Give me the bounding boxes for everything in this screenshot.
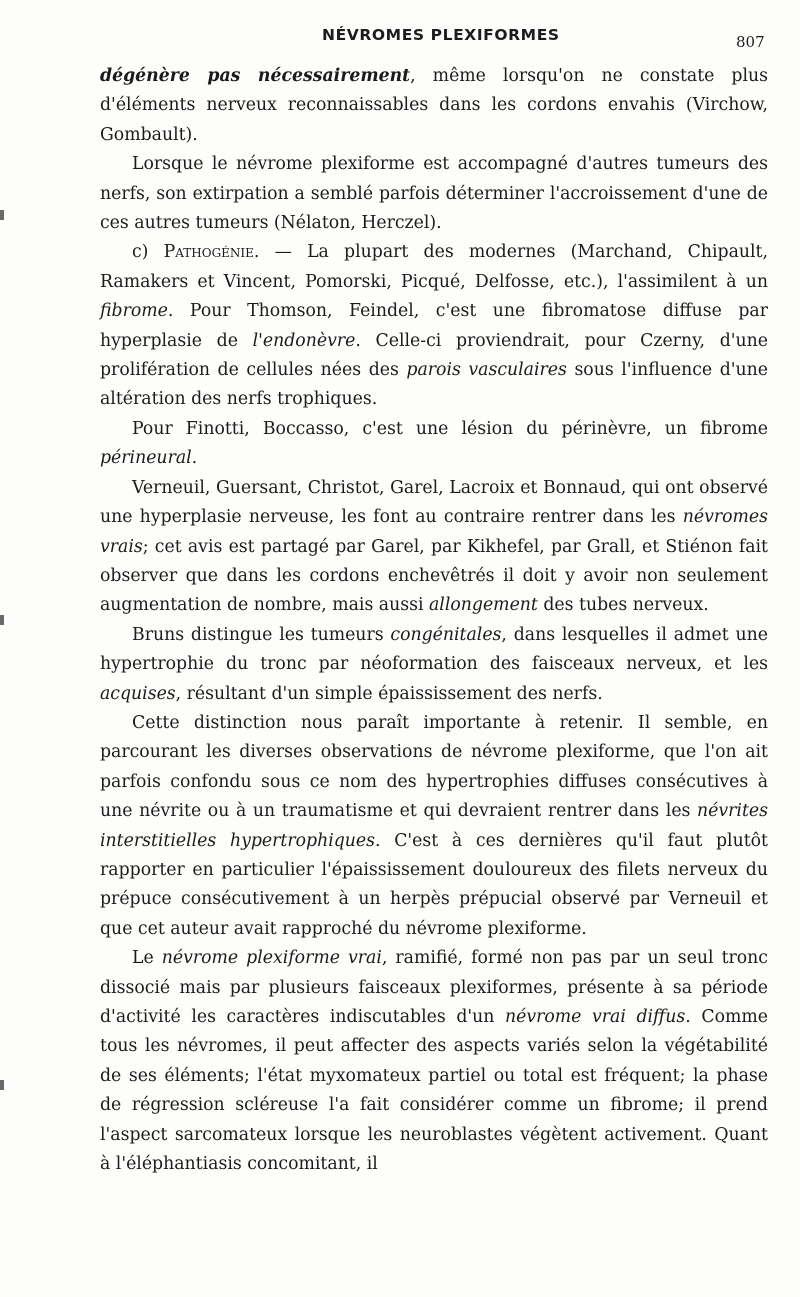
text-run: , dans lesquelles il admet une hypertrophie du tronc par néoformation des faisceaux nerveux, et les	[100, 624, 768, 675]
italic-text: fibrome	[100, 301, 168, 322]
text-run: . Pour Thomson, Feindel, c'est une fibromatose diffuse par hyperplasie de	[100, 301, 768, 351]
body-text	[100, 62, 768, 1179]
text-run: Bruns distingue les tumeurs	[132, 624, 391, 645]
italic-text: congénitales	[390, 624, 502, 645]
text-run: Pour Finotti, Boccasso, c'est une lésion du périnèvre, un fibrome	[132, 418, 768, 439]
text-run: Lorsque le névrome plexiforme est accompagné d'autres tumeurs des nerfs, son extirpation a semblé parfois déterminer l'accroissement d'une de ces autres tumeurs (Nélaton, Herczel).	[100, 154, 768, 234]
text-run: Le	[132, 948, 162, 969]
italic-text: névrome vrai diffus	[505, 1007, 686, 1027]
paragraph	[100, 474, 768, 621]
text-run: , résultant d'un simple épaississement des nerfs.	[175, 683, 603, 704]
text-run: , même lorsqu'on ne constate plus d'éléments nerveux reconnaissables dans les cordons envahis (Virchow, Gombault).	[100, 66, 768, 145]
paragraph	[100, 238, 768, 414]
text-run: sous l'influence d'une altération des nerfs trophiques.	[100, 360, 768, 410]
text-run: des tubes nerveux.	[537, 595, 709, 616]
text-run: c)	[132, 242, 164, 263]
text-run: . Comme tous les névromes, il peut affecter des aspects variés selon la végétabilité de ses éléments; l'état myxomateux partiel ou total est fréquent; la phase de régression scléreuse l'a fait considérer comme un fibrome; il prend l'aspect sarcomateux lorsque les neuroblastes végètent activement. Quant à l'éléphantiasis concomitant, il	[100, 1007, 768, 1175]
italic-text: acquises	[100, 683, 176, 704]
running-title: NÉVROMES PLEXIFORMES	[322, 26, 560, 44]
text-run: Verneuil, Guersant, Christot, Garel, Lacroix et Bonnaud, qui ont observé une hyperplasie nerveuse, les font au contraire rentrer dans les	[100, 477, 768, 528]
italic-text: névromes vrais	[100, 507, 768, 557]
text-run: . Celle-ci proviendrait, pour Czerny, d'une prolifération de cellules nées des	[100, 330, 769, 381]
text-run: , ramifié, formé non pas par un seul tronc dissocié mais par plusieurs faisceaux plexiformes, présente à sa période d'activité les caractères indiscutables d'un	[100, 948, 768, 1027]
text-run: Cette distinction nous paraît importante à retenir. Il semble, en parcourant les diverses observations de névrome plexiforme, que l'on ait parfois confondu sous ce nom des hypertrophies diffuses consécutives à une névrite ou à un traumatisme et qui devraient rentrer dans les	[100, 712, 768, 822]
margin-mark	[0, 615, 4, 625]
paragraph	[100, 415, 768, 474]
margin-mark	[0, 210, 4, 220]
bold-italic-text: dégénère pas nécessairement	[100, 66, 411, 86]
italic-text: périneural	[100, 448, 192, 469]
margin-mark	[0, 1080, 4, 1090]
page-header	[0, 26, 800, 56]
italic-text: névrome plexiforme vrai	[161, 948, 382, 969]
paragraph	[100, 944, 768, 1179]
text-run: .	[191, 448, 198, 469]
italic-text: allongement	[429, 595, 538, 616]
page-number: 807	[736, 33, 765, 51]
italic-text: l'endonèvre	[252, 330, 356, 351]
paragraph	[100, 709, 768, 944]
paragraph	[100, 621, 768, 709]
text-run: . — La plupart des modernes (Marchand, Chipault, Ramakers et Vincent, Pomorski, Picqué, Delfosse, etc.), l'assimilent à un	[100, 242, 768, 292]
section-heading: Pathogénie	[163, 242, 254, 263]
italic-text: névrites interstitielles hypertrophiques	[100, 801, 768, 851]
paragraph	[100, 62, 768, 150]
text-run: ; cet avis est partagé par Garel, par Kikhefel, par Grall, et Stiénon fait observer que dans les cordons enchevêtrés il doit y avoir non seulement augmentation de nombre, mais aussi	[100, 536, 768, 616]
text-run: . C'est à ces dernières qu'il faut plutôt rapporter en particulier l'épaississement douloureux des filets nerveux du prépuce consécutivement à un herpès prépucial observé par Verneuil et que cet auteur avait rapproché du névrome plexiforme.	[100, 830, 768, 939]
paragraph	[100, 150, 768, 238]
italic-text: parois vasculaires	[406, 360, 567, 381]
